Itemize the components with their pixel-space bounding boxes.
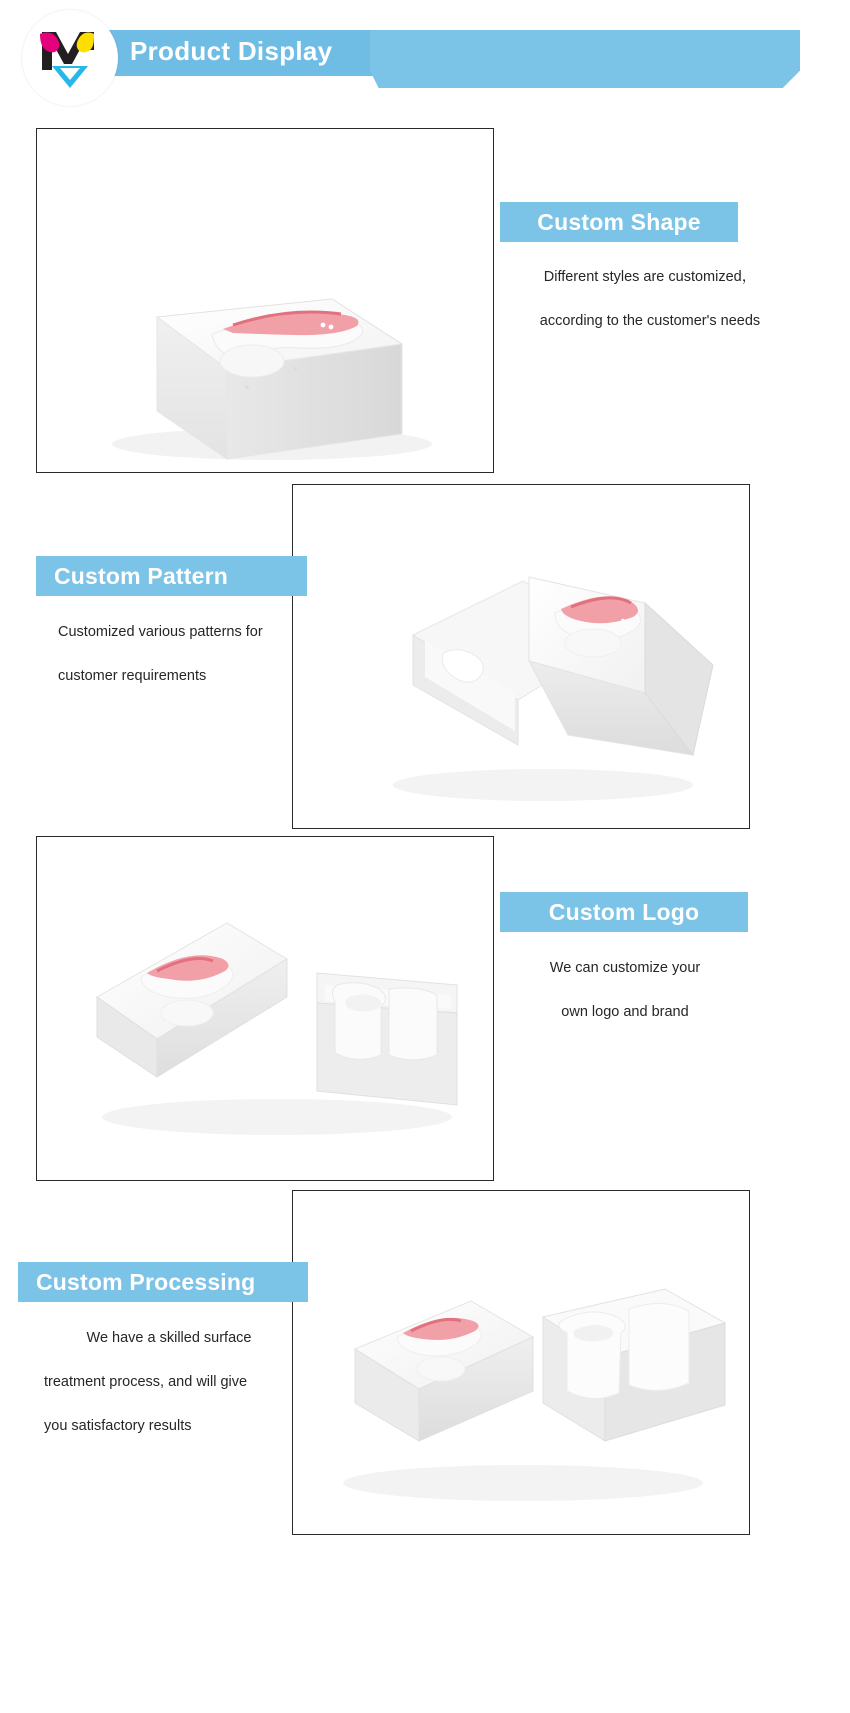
section-title-custom-processing: Custom Processing	[18, 1262, 308, 1302]
illustration-lid-base-side-by-side	[293, 1191, 749, 1534]
product-image-custom-pattern	[292, 484, 750, 829]
logo-badge	[22, 10, 118, 106]
section-title-custom-shape: Custom Shape	[500, 202, 738, 242]
desc-line: Customized various patterns for	[58, 624, 263, 640]
desc-line: customer requirements	[58, 668, 207, 684]
company-m-logo	[22, 10, 118, 106]
page-header	[0, 0, 850, 118]
section-title-custom-pattern: Custom Pattern	[36, 556, 307, 596]
product-image-custom-shape	[36, 128, 494, 473]
product-image-custom-logo	[36, 836, 494, 1181]
section-desc-custom-pattern	[58, 610, 308, 698]
desc-line: treatment process, and will give	[44, 1374, 248, 1390]
product-image-custom-processing	[292, 1190, 750, 1535]
desc-line: you satisfactory results	[44, 1418, 192, 1434]
section-desc-custom-shape	[480, 255, 820, 343]
desc-line: Different styles are customized，	[543, 269, 757, 285]
illustration-lid-and-base	[37, 837, 493, 1180]
desc-line: according to the customer's needs	[539, 313, 761, 329]
desc-line: We can customize your	[549, 960, 701, 976]
page-title: Product Display	[130, 36, 333, 66]
section-title-custom-logo: Custom Logo	[500, 892, 748, 932]
illustration-closed-box	[37, 129, 493, 472]
desc-line: We have a skilled surface	[86, 1330, 252, 1346]
section-desc-custom-logo	[480, 946, 770, 1034]
header-band-wing	[370, 30, 800, 88]
section-desc-custom-processing	[44, 1316, 294, 1448]
desc-line: own logo and brand	[561, 1004, 689, 1020]
illustration-open-box-tilted	[293, 485, 749, 828]
